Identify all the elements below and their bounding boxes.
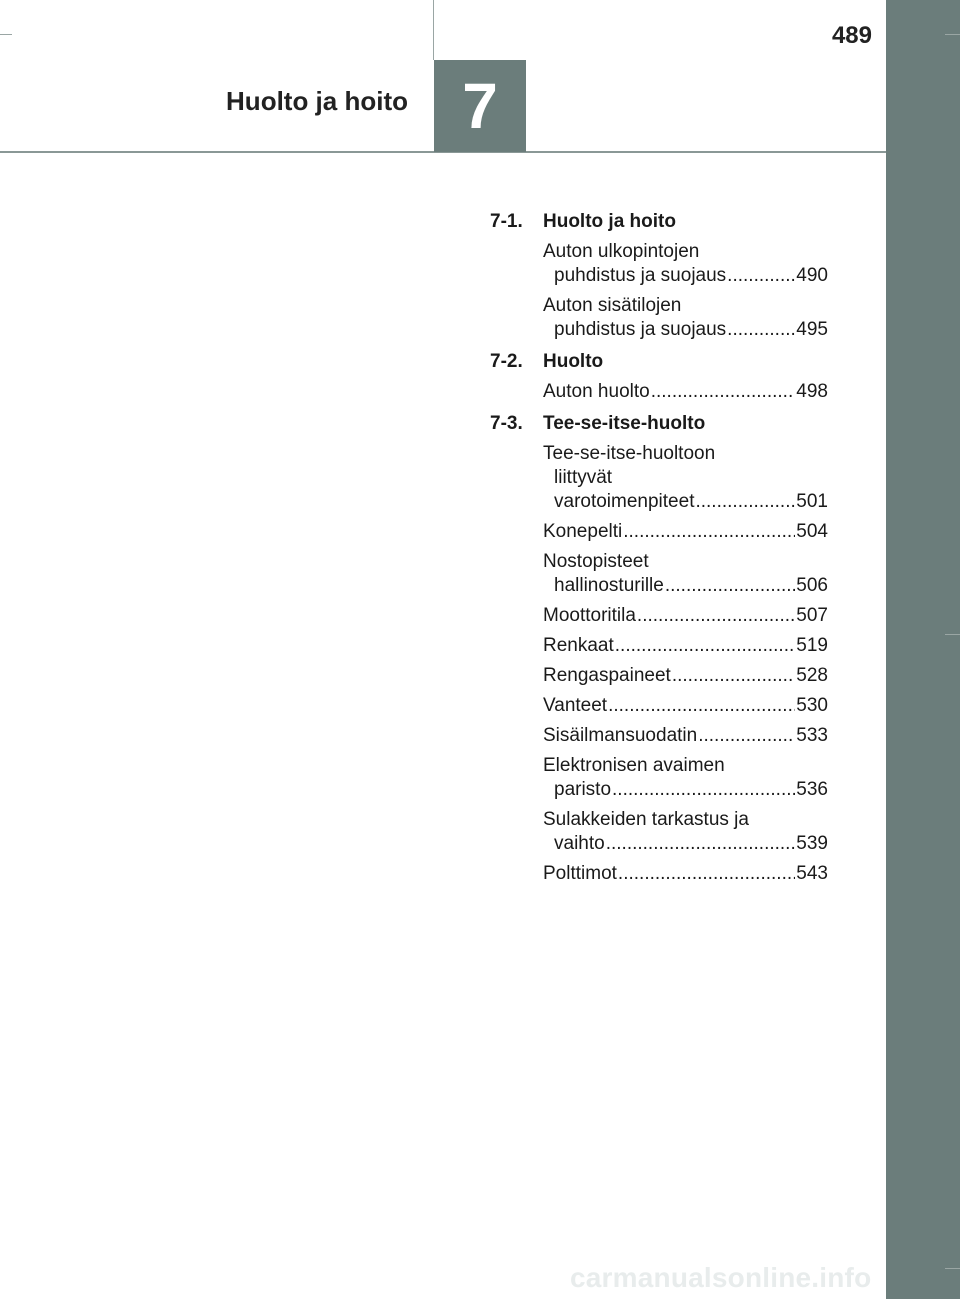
dot-leader	[623, 520, 795, 544]
crop-mark	[0, 34, 12, 35]
entry-page-number: 490	[796, 265, 828, 286]
entry-page-number: 536	[796, 779, 828, 800]
toc-entry[interactable]	[543, 442, 828, 514]
entry-title-line: Elektronisen avaimen	[543, 755, 725, 776]
entry-title: puhdistus ja suojaus	[554, 265, 727, 286]
toc-entry[interactable]	[543, 694, 828, 718]
dot-leader	[651, 380, 796, 404]
page-number: 489	[831, 22, 872, 49]
entry-title-line: Tee-se-itse-huoltoon	[543, 443, 716, 464]
entry-page-number: 528	[796, 665, 828, 686]
dot-leader	[672, 664, 795, 688]
toc-entry[interactable]	[543, 862, 828, 886]
chapter-title: Huolto ja hoito	[226, 86, 408, 116]
entry-title: paristo	[554, 779, 612, 800]
toc-entry[interactable]	[543, 520, 828, 544]
toc-entry[interactable]	[543, 550, 828, 598]
dot-leader	[727, 264, 795, 288]
watermark: carmanualsonline.info	[570, 1262, 872, 1293]
entry-title: varotoimenpiteet	[554, 491, 695, 512]
entry-title: Rengaspaineet	[543, 665, 671, 686]
chapter-side-tab	[886, 0, 960, 1299]
entry-title: Vanteet	[543, 695, 608, 716]
entry-page-number: 506	[796, 575, 828, 596]
entry-title: Moottoritila	[543, 605, 636, 626]
entry-title-line: Sulakkeiden tarkastus ja	[543, 809, 749, 830]
toc-entry[interactable]	[543, 380, 828, 404]
entry-page-number: 543	[796, 863, 828, 884]
chapter-number: 7	[462, 70, 498, 142]
header-divider	[433, 0, 434, 60]
dot-leader	[606, 832, 796, 856]
toc-entry[interactable]	[543, 634, 828, 658]
toc-entry[interactable]	[543, 294, 828, 342]
dot-leader	[727, 318, 795, 342]
section-title: Huolto ja hoito	[543, 211, 676, 232]
entry-title-line: Auton ulkopintojen	[543, 241, 700, 262]
entry-page-number: 501	[796, 491, 828, 512]
section-number: 7-3.	[490, 413, 523, 434]
toc-entry[interactable]	[543, 664, 828, 688]
entry-title: Konepelti	[543, 521, 623, 542]
entry-page-number: 507	[796, 605, 828, 626]
entry-title-line: Nostopisteet	[543, 551, 649, 572]
dot-leader	[637, 604, 795, 628]
toc-entry[interactable]	[543, 724, 828, 748]
dot-leader	[618, 862, 795, 886]
dot-leader	[665, 574, 795, 598]
table-of-contents	[490, 210, 828, 886]
toc-entry[interactable]	[543, 604, 828, 628]
entry-page-number: 533	[796, 725, 828, 746]
section-number: 7-1.	[490, 211, 523, 232]
entry-title: Sisäilmansuodatin	[543, 725, 698, 746]
entry-title-line: liittyvät	[554, 467, 613, 488]
entry-title-line: Auton sisätilojen	[543, 295, 682, 316]
entry-page-number: 519	[796, 635, 828, 656]
dot-leader	[612, 778, 795, 802]
toc-section	[490, 350, 828, 374]
toc-entry[interactable]	[543, 754, 828, 802]
entry-page-number: 495	[796, 319, 828, 340]
toc-section	[490, 412, 828, 436]
toc-section	[490, 210, 828, 234]
section-title: Huolto	[543, 351, 604, 372]
entry-title: vaihto	[554, 833, 605, 854]
dot-leader	[695, 490, 795, 514]
toc-entry[interactable]	[543, 240, 828, 288]
dot-leader	[608, 694, 795, 718]
section-number: 7-2.	[490, 351, 523, 372]
entry-page-number: 498	[796, 381, 828, 402]
crop-mark	[945, 1268, 960, 1269]
entry-page-number: 530	[796, 695, 828, 716]
entry-page-number: 504	[796, 521, 828, 542]
dot-leader	[615, 634, 796, 658]
crop-mark	[945, 34, 960, 35]
entry-title: Polttimot	[543, 863, 617, 884]
crop-mark	[945, 634, 960, 635]
entry-title: puhdistus ja suojaus	[554, 319, 727, 340]
section-title: Tee-se-itse-huolto	[543, 413, 706, 434]
chapter-number-box	[434, 60, 526, 152]
dot-leader	[698, 724, 795, 748]
entry-title: Auton huolto	[543, 381, 650, 402]
entry-title: hallinosturille	[554, 575, 664, 596]
toc-entry[interactable]	[543, 808, 828, 856]
entry-page-number: 539	[796, 833, 828, 854]
entry-title: Renkaat	[543, 635, 614, 656]
